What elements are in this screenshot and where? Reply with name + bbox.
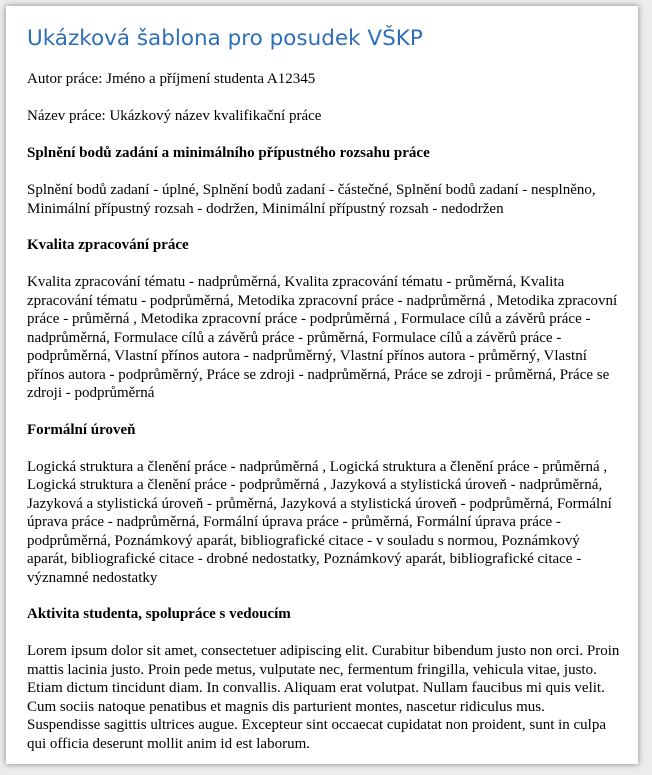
author-line: Autor práce: Jméno a příjmení studenta A12345 (27, 71, 316, 87)
section-heading-formal-level: Formální úroveň (27, 421, 136, 438)
section-body-quality: Kvalita zpracování tématu - nadprůměrná, Kvalita zpracování tématu - průměrná, Kvalita zpracování tématu - podprůměrná, Metodika zpracovní práce - nadprůměrná , Metodika zpracovní práce - průměrná , Metodika zpracovní práce - podprůměrná , Formulace cílů a závěrů práce - nadprůměrná, Formulace cílů a závěrů práce - průměrná, Formulace cílů a závěrů práce - podprůměrná, Vlastní přínos autora - nadprůměrný, Vlastní přínos autora - průměrný, Vlastní přínos autora - podprůměrný, Práce se zdroji - nadprůměrná, Práce se zdroji - průměrná, Práce se zdroji - podprůměrná (27, 274, 618, 401)
section-heading-student-activity: Aktivita studenta, spolupráce s vedoucím (27, 606, 291, 622)
document-title: Ukázková šablona pro posudek VŠKP (27, 26, 423, 51)
section-heading-assignment: Splnění bodů zadání a minimálního přípustného rozsahu práce (27, 145, 430, 161)
section-body-assignment: Splnění bodů zadaní - úplné, Splnění bodů zadaní - částečné, Splnění bodů zadaní - nesplněno, Minimální přípustný rozsah - dodržen, Minimální přípustný rozsah - nedodržen (27, 182, 596, 217)
thesis-title-line: Název práce: Ukázkový název kvalifikační práce (27, 108, 322, 124)
section-body-formal-level: Logická struktura a členění práce - nadprůměrná , Logická struktura a členění práce - průměrná , Logická struktura a členění práce - podprůměrná , Jazyková a stylistická úroveň - nadprůměrná, Jazyková a stylistická úroveň - průměrná, Jazyková a stylistická úroveň - podprůměrná, Formální úprava práce - nadprůměrná, Formální úprava práce - průměrná, Formální úprava práce - podprůměrná, Poznámkový aparát, bibliografické citace - v souladu s normou, Poznámkový aparát, bibliografické citace - drobné nedostatky, Poznámkový aparát, bibliografické citace - významné nedostatky (27, 458, 612, 586)
document-page (6, 6, 638, 764)
section-body-student-activity: Lorem ipsum dolor sit amet, consectetuer adipiscing elit. Curabitur bibendum justo non orci. Proin mattis lacinia justo. Proin pede metus, vulputate nec, fermentum fringilla, vehicula vitae, justo. Etiam dictum tincidunt diam. In convallis. Aliquam erat volutpat. Nullam faucibus mi quis velit. Cum sociis natoque penatibus et magnis dis parturient montes, nascetur ridiculus mus. Suspendisse sagittis ultrices augue. Excepteur sint occaecat cupidatat non proident, sunt in culpa qui officia deserunt mollit anim id est laborum. (27, 643, 620, 752)
section-heading-quality: Kvalita zpracování práce (27, 237, 189, 253)
